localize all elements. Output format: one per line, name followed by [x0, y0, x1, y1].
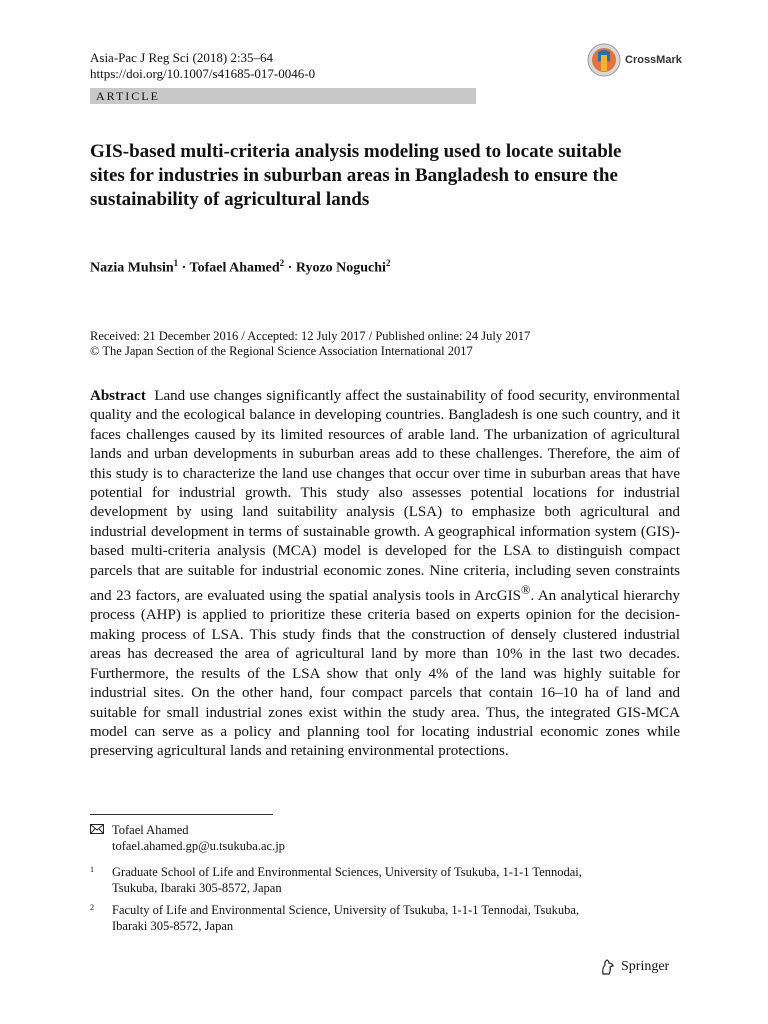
crossmark-badge[interactable]	[586, 42, 682, 78]
author-separator: ·	[284, 260, 296, 276]
author-affiliation-mark: 1	[173, 258, 179, 268]
abstract-label: Abstract	[90, 388, 146, 404]
registered-mark: ®	[520, 583, 531, 598]
crossmark-icon	[586, 42, 622, 78]
author-separator: ·	[178, 260, 190, 276]
paper-title: GIS-based multi-criteria analysis modeling used to locate suitable sites for industries in suburban areas in Bangladesh to ensure the sustainability of agricultural lands	[90, 141, 622, 210]
author-list	[90, 258, 390, 277]
history-dates: Received: 21 December 2016 / Accepted: 12 July 2017 / Published online: 24 July 2017	[90, 329, 531, 343]
doi-link[interactable]: https://doi.org/10.1007/s41685-017-0046-0	[90, 66, 316, 81]
springer-horse-icon	[599, 958, 617, 976]
affiliation-number: 1	[90, 865, 94, 874]
affiliation	[90, 902, 670, 934]
corresponding-author-name: Tofael Ahamed	[112, 823, 189, 837]
publisher-name: Springer	[621, 959, 670, 974]
author-affiliation-mark: 2	[279, 258, 285, 268]
affiliation-number: 2	[90, 903, 94, 912]
envelope-icon	[90, 824, 104, 834]
affiliation-line: Ibaraki 305-8572, Japan	[112, 919, 234, 933]
abstract-text-continued: . An analytical hierarchy process (AHP) is applied to prioritize these criteria based on experts opinion for the decision-making process of LSA. This study finds that the construction of densely clustered industrial areas has decreased the area of agricultural land by more than 10% in the last two decades. Furthermore, the results of the LSA show that only 4% of the land was highly suitable for industrial sites. On the other hand, four compact parcels that contain 16–10 ha of land and suitable for small industrial zones exist within the study area. Thus, the integrated GIS-MCA model can serve as a policy and planning tool for locating industrial economic zones while preserving agricultural lands and retaining environmental protections.	[90, 588, 680, 760]
abstract-text: Land use changes significantly affect the sustainability of food security, environmental quality and the ecological balance in developing countries. Bangladesh is one such country, and it faces challenges caused by its limited resources of arable land. The urbanization of agricultural lands and urban developments in suburban areas add to these challenges. Therefore, the aim of this study is to characterize the land use changes that occur over time in suburban areas that have potential for industrial growth. This study also assesses potential locations for industrial development by using land suitability analysis (LSA) to emphasize both agricultural and industrial development in terms of sustainable growth. A geographical information system (GIS)-based multi-criteria analysis (MCA) model is developed for the LSA to distinguish compact parcels that are suitable for industrial economic zones. Nine criteria, including seven constraints and 23 factors, are evaluated using the spatial analysis tools in ArcGIS	[90, 388, 680, 605]
corresponding-author	[90, 822, 285, 854]
article-type-bar	[90, 88, 476, 104]
affiliation-line: Faculty of Life and Environmental Science, University of Tsukuba, 1-1-1 Tennodai, Tsukuba,	[112, 903, 580, 917]
journal-citation	[90, 50, 315, 82]
affiliation-line: Graduate School of Life and Environmental Sciences, University of Tsukuba, 1-1-1 Tennodai,	[112, 865, 582, 879]
article-type: ARTICLE	[96, 89, 160, 103]
crossmark-label: CrossMark	[625, 54, 682, 66]
journal-reference: Asia-Pac J Reg Sci (2018) 2:35–64	[90, 50, 274, 65]
footnote-divider	[90, 814, 273, 815]
publisher-logo	[599, 958, 669, 976]
copyright-line: © The Japan Section of the Regional Science Association International 2017	[90, 344, 473, 358]
affiliation-line: Tsukuba, Ibaraki 305-8572, Japan	[112, 881, 282, 895]
author-affiliation-mark: 2	[385, 258, 391, 268]
author-name[interactable]: Nazia Muhsin	[90, 260, 174, 276]
publication-dates	[90, 329, 530, 359]
abstract	[90, 387, 680, 762]
corresponding-author-email[interactable]: tofael.ahamed.gp@u.tsukuba.ac.jp	[112, 839, 285, 853]
author-name[interactable]: Ryozo Noguchi	[295, 260, 386, 276]
affiliation	[90, 864, 670, 896]
author-name[interactable]: Tofael Ahamed	[189, 260, 280, 276]
